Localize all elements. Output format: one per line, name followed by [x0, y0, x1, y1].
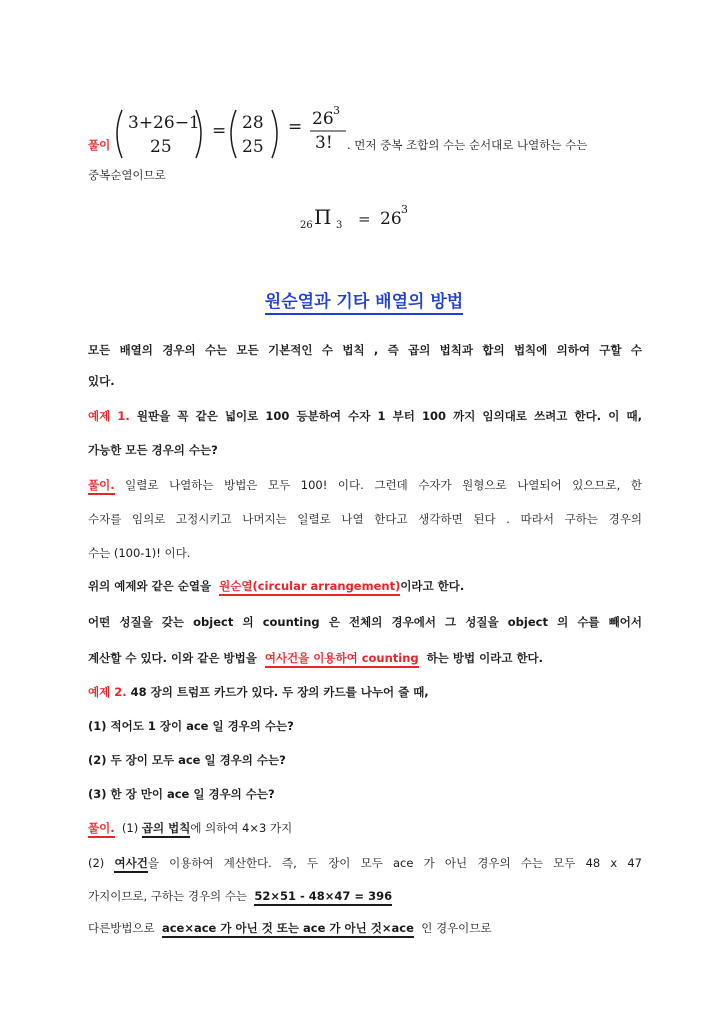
binomial-formula [112, 104, 372, 164]
solution2-line1: 풀이. (1) 곱의 법칙에 의하여 4×3 가지 [88, 820, 642, 836]
solution1-line3: 수는 (100-1)! 이다. [88, 546, 191, 560]
formula-tail-text: . 먼저 중복 조합의 수는 순서대로 나열하는 수는 [347, 138, 588, 152]
complement-term: 여사건을 이용하여 counting [265, 651, 419, 668]
binom1-top: 3+26−1 [128, 113, 200, 133]
example2-q3: (3) 한 장 만이 ace 일 경우의 수는? [88, 787, 275, 801]
alternative-method-line: 다른방법으로 ace×ace 가 아닌 것 또는 ace 가 아닌 것×ace 인 경우이므로 [88, 920, 642, 936]
solution2-label: 풀이. [88, 821, 115, 838]
pi-pre-subscript: 26 [300, 220, 313, 231]
permutation-formula [300, 198, 440, 238]
equals-1: = [212, 121, 227, 141]
para1-line1: 모든 배열의 경우의 수는 모든 기본적인 수 법칙 , 즉 곱의 법칙과 합의 법칙에 의하여 구할 수 [88, 343, 642, 357]
solution2-line2: (2) 여사건을 이용하여 계산한다. 즉, 두 장이 모두 ace 가 아닌 경우의 수는 모두 48 x 47 [88, 855, 642, 871]
equals-3: = [358, 210, 371, 228]
result-expression: 52×51 - 48×47 = 396 [254, 889, 392, 906]
para1-line2: 있다. [88, 374, 115, 388]
pi-symbol: Π [314, 205, 332, 229]
example1-label: 예제 1. [88, 409, 130, 423]
circular-term: 원순열(circular arrangement) [219, 579, 400, 596]
equals-2: = [288, 117, 303, 137]
example2-q1: (1) 적어도 1 장이 ace 일 경우의 수는? [88, 719, 294, 733]
complement-line1: 어떤 성질을 갖는 object 의 counting 은 전체의 경우에서 그 성질을 object 의 수를 빼어서 [88, 615, 642, 629]
example1-line1: 예제 1. 원판을 꼭 같은 넓이로 100 등분하여 수자 1 부터 100 까지 임의대로 쓰려고 한다. 이 때, [88, 409, 642, 423]
example2-q2: (2) 두 장이 모두 ace 일 경우의 수는? [88, 753, 286, 767]
circular-definition: 위의 예제와 같은 순열을 원순열(circular arrangement)이라고 한다. [88, 578, 642, 594]
pi-post-subscript: 3 [336, 220, 343, 231]
product-rule-term: 곱의 법칙 [142, 821, 190, 838]
binom2-bottom: 25 [242, 137, 264, 157]
complement-line2: 계산할 수 있다. 이와 같은 방법을 여사건을 이용하여 counting 하는 방법 이라고 한다. [88, 650, 642, 666]
fraction-numerator-base: 26 [312, 109, 334, 129]
continuation-line: 중복순열이므로 [88, 168, 166, 182]
fraction-denominator: 3! [315, 133, 333, 153]
fraction-numerator-exp: 3 [333, 104, 340, 117]
section-heading: 원순열과 기타 배열의 방법 [0, 287, 728, 312]
solution2-line3: 가지이므로, 구하는 경우의 수는 52×51 - 48×47 = 396 [88, 888, 642, 904]
complement-event-term: 여사건 [114, 856, 147, 873]
example1-line2: 가능한 모든 경우의 수는? [88, 443, 218, 457]
binom2-top: 28 [242, 113, 264, 133]
solution1-line2: 수자를 임의로 고정시키고 나머지는 일렬로 나열 한다고 생각하면 된다 . 따라서 구하는 경우의 [88, 512, 642, 526]
example2-label: 예제 2. [88, 685, 127, 699]
binom1-bottom: 25 [150, 137, 172, 157]
rhs-exponent: 3 [401, 203, 408, 216]
example2-line: 예제 2. 48 장의 트럼프 카드가 있다. 두 장의 카드를 나누어 줄 때, [88, 685, 429, 699]
solution1-line1: 풀이. 일렬로 나열하는 방법은 모두 100! 이다. 그런데 수자가 원형으로 나열되어 있으므로, 한 [88, 477, 642, 493]
alternative-expression: ace×ace 가 아닌 것 또는 ace 가 아닌 것×ace [162, 921, 414, 938]
solution1-label: 풀이. [88, 478, 115, 495]
rhs-base: 26 [380, 209, 402, 229]
solution-label: 풀이 [88, 138, 111, 152]
